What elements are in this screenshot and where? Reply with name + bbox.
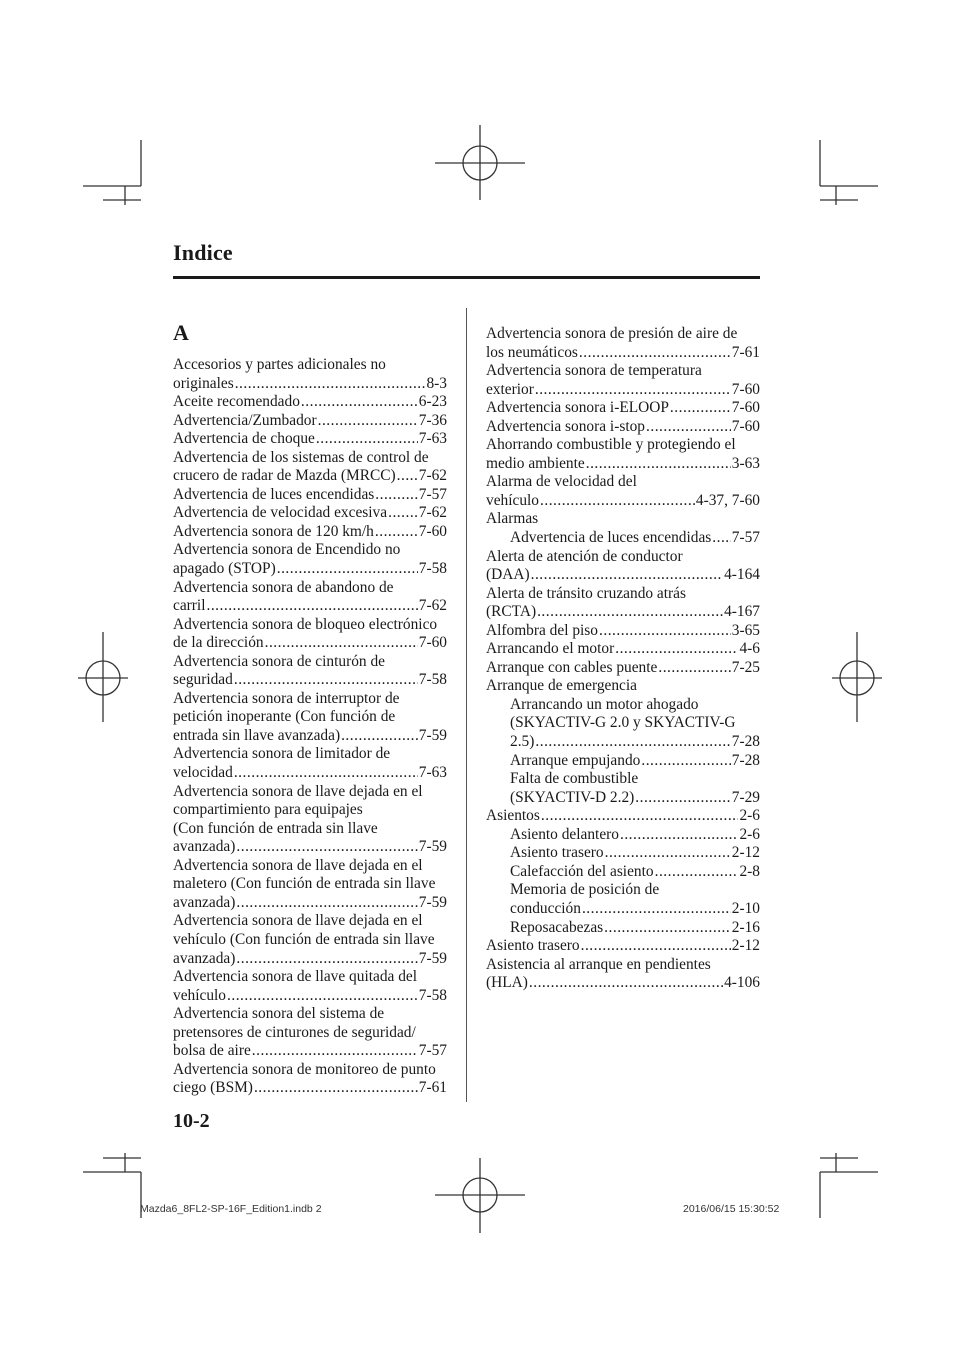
index-term: Aceite recomendado — [173, 393, 300, 411]
index-term: Advertencia de los sistemas de control de — [173, 448, 429, 466]
dot-leader — [316, 430, 418, 449]
index-term: Falta de combustible — [510, 770, 639, 788]
index-entry-line — [173, 430, 447, 449]
index-entry-line — [173, 783, 447, 802]
dot-leader — [641, 752, 730, 771]
index-term: Arranque de emergencia — [486, 677, 637, 695]
dot-leader — [235, 375, 426, 394]
index-term: Arranque con cables puente — [486, 658, 658, 676]
index-entry-line — [486, 640, 760, 659]
index-term: velocidad — [173, 764, 233, 782]
index-entry-line — [486, 733, 760, 752]
index-term: Advertencia sonora de Encendido no — [173, 541, 401, 559]
index-term: crucero de radar de Mazda (MRCC) — [173, 467, 396, 485]
dot-leader — [341, 727, 418, 746]
dot-leader — [635, 789, 731, 808]
index-entry — [173, 783, 447, 857]
index-term: Asientos — [486, 807, 540, 825]
index-term: Advertencia de choque — [173, 430, 315, 448]
dot-leader — [540, 492, 695, 511]
index-entry-line — [173, 950, 447, 969]
index-term: Ahorrando combustible y protegiendo el — [486, 436, 736, 454]
index-entry-line — [173, 597, 447, 616]
dot-leader — [658, 659, 730, 678]
index-term: Advertencia de luces encendidas — [510, 529, 712, 547]
index-entry-line — [486, 436, 760, 455]
page-title: Indice — [173, 240, 233, 265]
index-entry — [486, 640, 760, 659]
dot-leader — [582, 900, 731, 919]
dot-leader — [301, 393, 418, 412]
section-letter: A — [173, 320, 189, 345]
index-term: Asistencia al arranque en pendientes — [486, 955, 711, 973]
index-entry-line — [486, 418, 760, 437]
index-entry — [486, 548, 760, 585]
page-reference: 7-61 — [731, 343, 760, 361]
dot-leader — [581, 937, 731, 956]
index-entry-line — [173, 745, 447, 764]
index-term: compartimiento para equipajes — [173, 801, 363, 819]
index-entry-line — [486, 566, 760, 585]
index-entry-line — [486, 529, 760, 548]
index-entry-line — [173, 356, 447, 375]
index-entry-line — [173, 875, 447, 894]
index-entry-line — [486, 492, 760, 511]
page-reference: 3-65 — [731, 621, 760, 639]
page-reference: 2-10 — [731, 899, 760, 917]
dot-leader — [236, 838, 417, 857]
index-term: Advertencia sonora del sistema de — [173, 1005, 385, 1023]
index-term: bolsa de aire — [173, 1042, 251, 1060]
index-term: Memoria de posición de — [510, 881, 660, 899]
index-entry — [173, 1061, 447, 1098]
index-entry-line — [486, 844, 760, 863]
index-entry-line — [486, 974, 760, 993]
dot-leader — [236, 950, 417, 969]
index-term: Alerta de atención de conductor — [486, 547, 683, 565]
dot-leader — [537, 603, 723, 622]
index-entry-line — [173, 968, 447, 987]
dot-leader — [388, 504, 418, 523]
page-reference: 7-57 — [418, 1042, 447, 1060]
index-term: Advertencia sonora de llave dejada en el — [173, 912, 423, 930]
dot-leader — [236, 894, 417, 913]
index-entry-line — [173, 912, 447, 931]
index-term: Advertencia de luces encendidas — [173, 485, 375, 503]
index-entry-line — [173, 560, 447, 579]
dot-leader — [599, 622, 731, 641]
dot-leader — [227, 987, 418, 1006]
index-term: Alfombra del piso — [486, 621, 598, 639]
page-reference: 7-29 — [731, 788, 760, 806]
page-number: 10-2 — [173, 1110, 210, 1132]
index-entry-line — [173, 801, 447, 820]
index-term: 2.5) — [510, 733, 535, 751]
index-term: Advertencia sonora de cinturón de — [173, 652, 385, 670]
page-reference: 4-106 — [724, 974, 760, 992]
index-term: Reposacabezas — [510, 918, 604, 936]
index-entry-line — [173, 838, 447, 857]
index-entry-line — [486, 344, 760, 363]
index-entry — [173, 541, 447, 578]
index-term: Advertencia sonora de presión de aire de — [486, 325, 738, 342]
index-entry-line — [486, 807, 760, 826]
dot-leader — [712, 529, 731, 548]
page-reference: 7-36 — [418, 411, 447, 429]
index-entry-line — [173, 727, 447, 746]
dot-leader — [605, 844, 731, 863]
index-entry — [486, 510, 760, 547]
dot-leader — [234, 671, 418, 690]
page-reference: 7-63 — [418, 430, 447, 448]
index-entry-line — [486, 956, 760, 975]
index-entry — [173, 523, 447, 542]
page-reference: 2-6 — [739, 807, 760, 825]
index-entry-line — [173, 616, 447, 635]
index-term: (DAA) — [486, 566, 530, 584]
index-entry-line — [486, 714, 760, 733]
dot-leader — [254, 1079, 418, 1098]
page-reference: 4-6 — [739, 640, 760, 658]
index-entry-line — [486, 622, 760, 641]
index-entry-line — [486, 381, 760, 400]
index-term: Advertencia/Zumbador — [173, 411, 317, 429]
index-entry-line — [173, 671, 447, 690]
index-term: Advertencia sonora de bloqueo electrónico — [173, 615, 438, 633]
index-term: Accesorios y partes adicionales no — [173, 356, 386, 373]
index-term: ciego (BSM) — [173, 1079, 253, 1097]
index-entry-line — [486, 752, 760, 771]
index-entry — [173, 412, 447, 431]
page-reference: 7-59 — [418, 893, 447, 911]
index-entry-line — [173, 894, 447, 913]
dot-leader — [646, 418, 731, 437]
index-term: Advertencia sonora de llave dejada en el — [173, 782, 423, 800]
index-term: los neumáticos — [486, 343, 578, 361]
page-reference: 7-57 — [731, 529, 760, 547]
index-entry — [486, 325, 760, 362]
index-entry — [486, 622, 760, 641]
index-entry — [173, 968, 447, 1005]
index-entry — [486, 473, 760, 510]
index-entry-line — [486, 770, 760, 789]
index-term: (Con función de entrada sin llave — [173, 819, 378, 837]
index-entry-line — [173, 653, 447, 672]
index-term: Advertencia sonora i-stop — [486, 417, 645, 435]
index-entry-line — [486, 510, 760, 529]
index-entry-line — [486, 659, 760, 678]
index-entry — [486, 677, 760, 807]
index-entry-line — [486, 548, 760, 567]
index-term: Advertencia sonora de monitoreo de punto — [173, 1060, 436, 1078]
index-entry-line — [486, 325, 760, 344]
index-term: Advertencia de velocidad excesiva — [173, 504, 388, 522]
index-entry — [173, 857, 447, 913]
index-term: avanzada) — [173, 949, 236, 967]
dot-leader — [375, 523, 418, 542]
page-reference: 4-37, 7-60 — [695, 491, 760, 509]
index-entry-line — [486, 919, 760, 938]
index-entry — [173, 690, 447, 746]
index-entry-line — [486, 826, 760, 845]
index-term: seguridad — [173, 671, 233, 689]
index-entry — [173, 745, 447, 782]
dot-leader — [206, 597, 417, 616]
page-reference: 2-6 — [739, 825, 760, 843]
index-entry-line — [173, 1061, 447, 1080]
page-reference: 7-59 — [418, 838, 447, 856]
dot-leader — [620, 826, 738, 845]
index-term: Asiento trasero — [510, 844, 604, 862]
page-reference: 7-63 — [418, 764, 447, 782]
page-reference: 2-12 — [731, 844, 760, 862]
print-timestamp: 2016/06/15 15:30:52 — [683, 1203, 780, 1215]
index-entry-line — [486, 900, 760, 919]
index-entry — [486, 956, 760, 993]
index-entry-line — [173, 579, 447, 598]
page-reference: 7-25 — [731, 658, 760, 676]
index-column-left — [173, 356, 447, 1098]
page-reference: 7-62 — [418, 504, 447, 522]
page-reference: 7-58 — [418, 671, 447, 689]
index-entry-line — [486, 881, 760, 900]
dot-leader — [318, 412, 418, 431]
index-entry — [486, 807, 760, 937]
page-reference: 4-164 — [724, 566, 760, 584]
index-term: (HLA) — [486, 974, 528, 992]
page-reference: 7-60 — [418, 522, 447, 540]
index-term: Calefacción del asiento — [510, 862, 654, 880]
dot-leader — [265, 634, 418, 653]
index-entry-line — [173, 857, 447, 876]
page-reference: 7-62 — [418, 597, 447, 615]
dot-leader — [586, 455, 731, 474]
index-term: avanzada) — [173, 893, 236, 911]
index-entry — [173, 430, 447, 449]
index-entry-line — [173, 708, 447, 727]
page-reference: 7-28 — [731, 751, 760, 769]
index-term: Arranque empujando — [510, 751, 641, 769]
page-reference: 2-8 — [739, 862, 760, 880]
index-entry — [486, 418, 760, 437]
dot-leader — [531, 566, 723, 585]
index-term: medio ambiente — [486, 454, 585, 472]
index-entry-line — [173, 375, 447, 394]
index-term: Alarma de velocidad del — [486, 473, 637, 491]
dot-leader — [529, 974, 723, 993]
index-entry — [173, 579, 447, 616]
index-entry-line — [173, 523, 447, 542]
index-term: maletero (Con función de entrada sin llave — [173, 875, 436, 893]
column-divider — [466, 308, 467, 1102]
index-entry — [486, 399, 760, 418]
index-term: Asiento trasero — [486, 937, 580, 955]
page-reference: 7-60 — [731, 417, 760, 435]
index-term: de la dirección — [173, 634, 264, 652]
index-term: Advertencia sonora de 120 km/h — [173, 522, 374, 540]
index-entry-line — [173, 412, 447, 431]
index-term: (SKYACTIV-D 2.2) — [510, 788, 635, 806]
index-entry-line — [486, 455, 760, 474]
index-entry-line — [486, 585, 760, 604]
page-reference: 7-60 — [418, 634, 447, 652]
index-term: pretensores de cinturones de seguridad/ — [173, 1023, 416, 1041]
page-reference: 7-62 — [418, 467, 447, 485]
index-term: avanzada) — [173, 838, 236, 856]
index-entry-line — [173, 449, 447, 468]
index-term: carril — [173, 597, 206, 615]
index-entry — [173, 504, 447, 523]
page-reference: 7-61 — [418, 1079, 447, 1097]
index-term: Alerta de tránsito cruzando atrás — [486, 584, 686, 602]
index-entry-line — [173, 1024, 447, 1043]
index-entry-line — [173, 541, 447, 560]
index-entry — [173, 393, 447, 412]
index-term: (RCTA) — [486, 603, 537, 621]
index-term: Advertencia sonora de limitador de — [173, 745, 391, 763]
index-entry-line — [486, 789, 760, 808]
index-entry — [486, 937, 760, 956]
page-reference: 7-59 — [418, 949, 447, 967]
index-term: Advertencia sonora de llave quitada del — [173, 968, 418, 986]
page-reference: 7-57 — [418, 485, 447, 503]
index-entry-line — [486, 863, 760, 882]
index-term: Arrancando el motor — [486, 640, 615, 658]
index-entry — [173, 356, 447, 393]
dot-leader — [234, 764, 418, 783]
dot-leader — [604, 919, 731, 938]
index-term: Arrancando un motor ahogado — [510, 695, 699, 713]
index-entry-line — [173, 820, 447, 839]
index-term: (SKYACTIV-G 2.0 y SKYACTIV-G — [510, 714, 736, 732]
dot-leader — [655, 863, 739, 882]
dot-leader — [252, 1042, 418, 1061]
page-reference: 7-28 — [731, 733, 760, 751]
index-entry — [486, 362, 760, 399]
index-term: vehículo — [486, 491, 539, 509]
page-reference: 2-12 — [731, 937, 760, 955]
index-entry-line — [486, 603, 760, 622]
dot-leader — [535, 381, 731, 400]
index-term: Advertencia sonora de abandono de — [173, 578, 394, 596]
page-reference: 7-60 — [731, 380, 760, 398]
index-entry-line — [486, 937, 760, 956]
index-entry-line — [486, 399, 760, 418]
index-entry — [173, 653, 447, 690]
index-term: Advertencia sonora de llave dejada en el — [173, 856, 423, 874]
index-entry-line — [173, 931, 447, 950]
index-entry-line — [173, 467, 447, 486]
index-term: entrada sin llave avanzada) — [173, 726, 341, 744]
index-term: originales — [173, 374, 234, 392]
title-underline — [173, 276, 760, 279]
page-reference: 8-3 — [426, 374, 447, 392]
index-column-right — [486, 325, 760, 993]
dot-leader — [535, 733, 730, 752]
index-entry-line — [173, 504, 447, 523]
index-entry-line — [486, 473, 760, 492]
index-entry — [486, 659, 760, 678]
index-entry-line — [173, 393, 447, 412]
index-term: Alarmas — [486, 510, 539, 528]
index-entry-line — [173, 1042, 447, 1061]
dot-leader — [615, 640, 738, 659]
index-entry — [173, 486, 447, 505]
print-file-info: Mazda6_8FL2-SP-16F_Edition1.indb 2 — [140, 1203, 322, 1215]
index-term: conducción — [510, 899, 581, 917]
index-term: Asiento delantero — [510, 825, 619, 843]
dot-leader — [375, 486, 418, 505]
page-reference: 7-58 — [418, 560, 447, 578]
index-entry-line — [486, 677, 760, 696]
page-reference: 2-16 — [731, 918, 760, 936]
index-term: vehículo (Con función de entrada sin llave — [173, 930, 435, 948]
index-entry-line — [486, 696, 760, 715]
dot-leader — [541, 807, 739, 826]
index-entry — [173, 616, 447, 653]
dot-leader — [670, 399, 731, 418]
index-entry — [486, 585, 760, 622]
index-entry-line — [173, 1079, 447, 1098]
index-term: petición inoperante (Con función de — [173, 708, 396, 726]
index-entry-line — [173, 987, 447, 1006]
index-entry-line — [173, 486, 447, 505]
index-term: apagado (STOP) — [173, 560, 276, 578]
page-reference: 7-59 — [418, 726, 447, 744]
page-reference: 4-167 — [724, 603, 760, 621]
dot-leader — [397, 467, 418, 486]
index-term: vehículo — [173, 986, 226, 1004]
index-entry-line — [173, 764, 447, 783]
index-entry — [173, 1005, 447, 1061]
index-term: Advertencia sonora i-ELOOP — [486, 399, 669, 417]
page-reference: 6-23 — [418, 393, 447, 411]
page-reference: 7-58 — [418, 986, 447, 1004]
dot-leader — [277, 560, 418, 579]
dot-leader — [579, 344, 731, 363]
index-term: exterior — [486, 380, 534, 398]
index-entry-line — [173, 1005, 447, 1024]
index-entry-line — [173, 690, 447, 709]
index-entry — [486, 436, 760, 473]
index-term: Advertencia sonora de interruptor de — [173, 689, 400, 707]
page-reference: 3-63 — [731, 454, 760, 472]
page-reference: 7-60 — [731, 399, 760, 417]
index-entry-line — [173, 634, 447, 653]
index-entry — [173, 912, 447, 968]
index-entry — [173, 449, 447, 486]
index-entry-line — [486, 362, 760, 381]
index-term: Advertencia sonora de temperatura — [486, 362, 702, 380]
